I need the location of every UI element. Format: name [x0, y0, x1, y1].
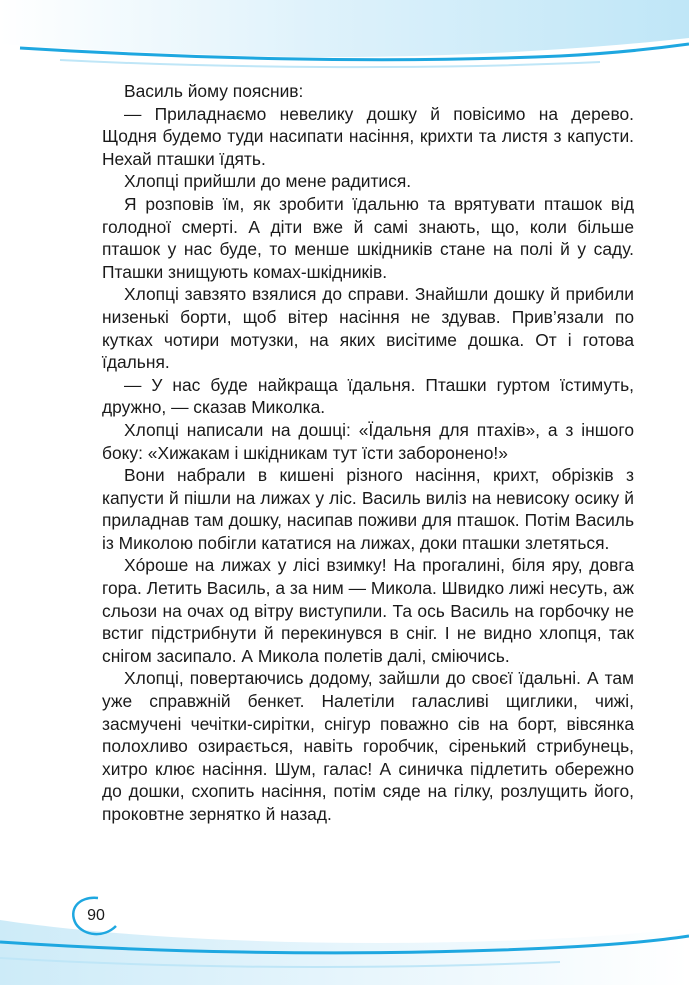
top-wave-decoration	[0, 0, 689, 80]
paragraph: Хлопці написали на дошці: «Їдальня для птахів», а з іншого боку: «Хижакам і шкідникам тут їсти заборонено!»	[102, 419, 634, 463]
paragraph: Хлопці завзято взялися до справи. Знайшли дошку й прибили низенькі борти, щоб вітер насіння не здував. Прив’язали по кутках чотири мотузки, на яких висітиме дошка. От і готова їдальня.	[102, 284, 634, 373]
bottom-wave-decoration	[0, 880, 689, 985]
paragraph: — У нас буде найкраща їдальня. Пташки гуртом їстимуть, дружно, — сказав Миколка.	[102, 374, 634, 418]
paragraph: — Приладнаємо невелику дошку й повісимо на дерево. Щодня будемо туди насипати насіння, крихти та листя з капусти. Нехай пташки їдять.	[102, 103, 634, 169]
paragraph: Хóроше на лижах у лісі взимку! На прогалині, біля яру, довга гора. Летить Василь, а за ним — Микола. Швидко лижі несуть, аж сльози на очах од вітру виступили. Та ось Василь на горбочку не встиг підстрибнути й перекинувся в сніг. І не видно хлопця, так снігом засипало. А Микола полетів далі, сміючись.	[102, 555, 634, 666]
paragraph: Хлопці прийшли до мене радитися.	[124, 171, 412, 192]
story-text	[102, 80, 634, 826]
paragraph: Я розповів їм, як зробити їдальню та врятувати пташок від голодної смерті. А діти вже й самі знають, що, коли більше пташок у нас буде, то менше шкідників стане на полі й у саду. Пташки знищують комах-шкідників.	[102, 193, 634, 282]
page-number: 90	[87, 907, 105, 924]
paragraph: Хлопці, повертаючись додому, зайшли до своєї їдальні. А там уже справжній бенкет. Налетіли галасливі щиглики, чижі, засмучені чечітки-сирітки, снігур поважно сів на борт, вівсянка полохливо озирається, навіть горобчик, сіренький стрибунець, хитро клює насіння. Шум, галас! А синичка підлетить обережно до дошки, схопить насіння, потім сяде на гілку, розлущить його, проковтне зернятко й назад.	[102, 668, 634, 824]
paragraph: Василь йому пояснив:	[124, 81, 304, 101]
paragraph: Вони набрали в кишені різного насіння, крихт, обрізків з капусти й пішли на лижах у ліс. Василь виліз на невисоку осику й приладнав там дошку, насипав поживи для пташок. Потім Василь із Миколою побігли кататися на лижах, доки пташки злетяться.	[102, 465, 634, 553]
